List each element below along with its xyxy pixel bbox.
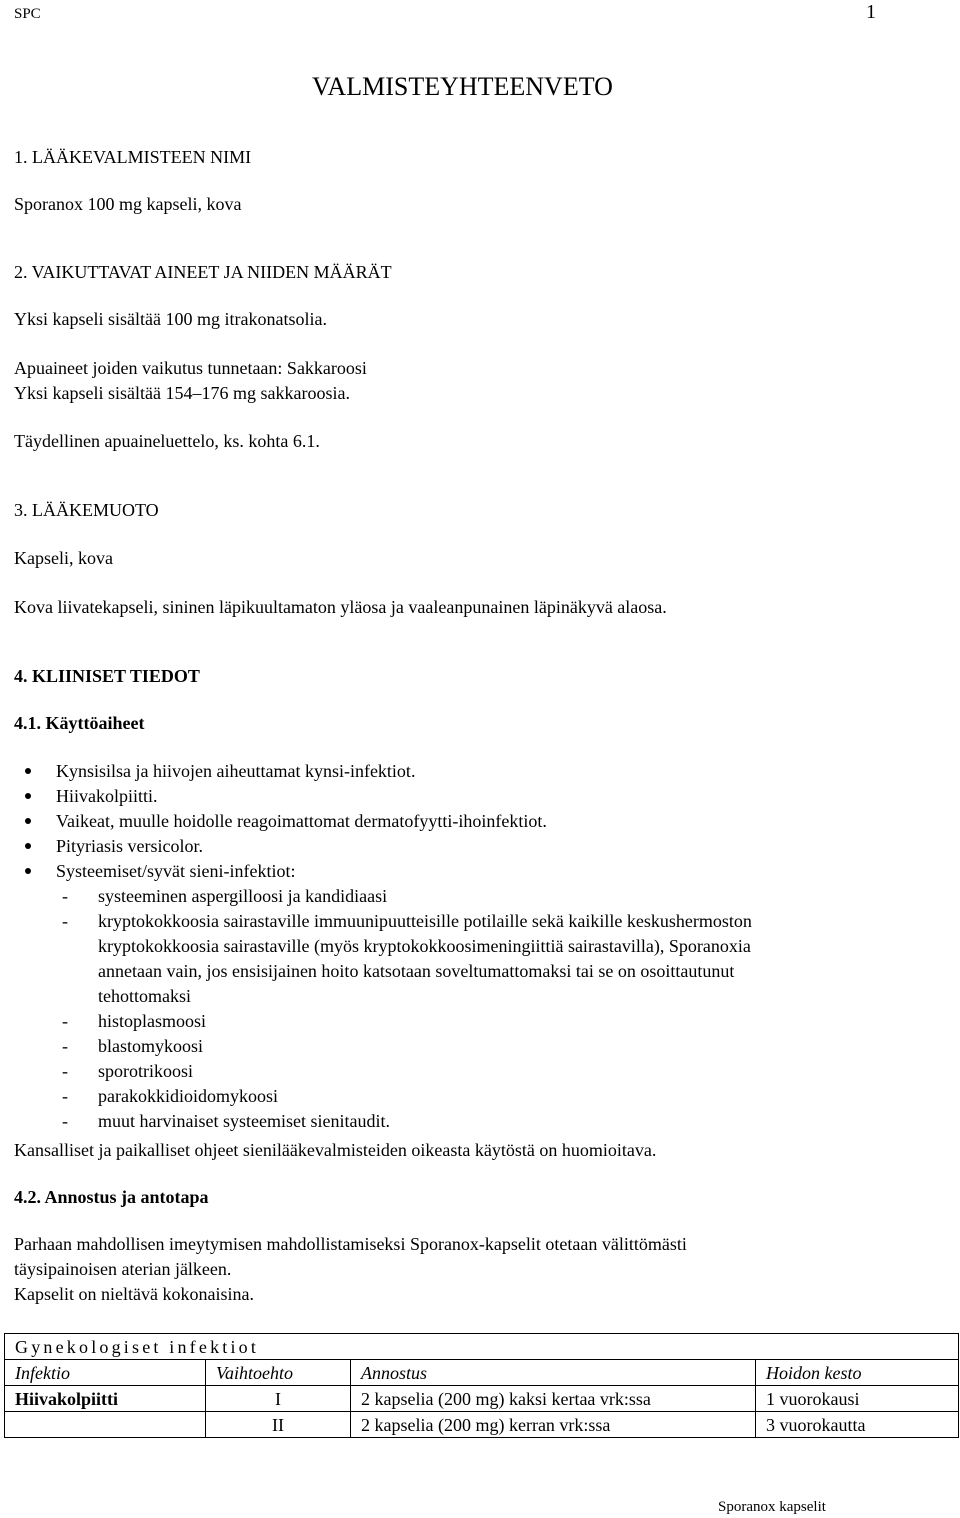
dash-item: systeeminen aspergilloosi ja kandidiaasi <box>98 886 388 906</box>
column-header: Vaihtoehto <box>206 1360 351 1386</box>
section-2-line: Yksi kapseli sisältää 100 mg itrakonatsolia. <box>14 309 327 329</box>
dash-marker: - <box>62 1111 68 1131</box>
table-cell-option: I <box>206 1386 351 1412</box>
dosage-table <box>4 1333 959 1438</box>
section-3-heading: 3. LÄÄKEMUOTO <box>14 500 159 520</box>
header-label: SPC <box>14 6 41 22</box>
bullet-item: Kynsisilsa ja hiivojen aiheuttamat kynsi-infektiot. <box>56 761 416 781</box>
section-2-line: Täydellinen apuaineluettelo, ks. kohta 6.1. <box>14 431 320 451</box>
table-cell-dose: 2 kapselia (200 mg) kerran vrk:ssa <box>351 1412 756 1438</box>
section-4-2-line: Parhaan mahdollisen imeytymisen mahdollistamiseksi Sporanox-kapselit otetaan välittömästi <box>14 1234 687 1254</box>
bullet-item: Pityriasis versicolor. <box>56 836 203 856</box>
table-cell-dose: 2 kapselia (200 mg) kaksi kertaa vrk:ssa <box>351 1386 756 1412</box>
section-4-heading: 4. KLIINISET TIEDOT <box>14 666 200 686</box>
document-title: VALMISTEYHTEENVETO <box>312 72 613 101</box>
section-3-line: Kapseli, kova <box>14 548 113 568</box>
table-title-row <box>5 1334 959 1360</box>
section-4-1-heading: 4.1. Käyttöaiheet <box>14 713 145 733</box>
column-header: Hoidon kesto <box>756 1360 959 1386</box>
section-2-heading: 2. VAIKUTTAVAT AINEET JA NIIDEN MÄÄRÄT <box>14 262 392 282</box>
bullet-icon <box>25 793 31 799</box>
bullet-icon <box>25 843 31 849</box>
table-cell-option: II <box>206 1412 351 1438</box>
national-guidelines-note: Kansalliset ja paikalliset ohjeet sienilääkevalmisteiden oikeasta käytöstä on huomioitava. <box>14 1140 657 1160</box>
bullet-item: Systeemiset/syvät sieni-infektiot: <box>56 861 296 881</box>
dash-marker: - <box>62 1011 68 1031</box>
section-4-2-heading: 4.2. Annostus ja antotapa <box>14 1187 209 1207</box>
table-header-row <box>5 1360 959 1386</box>
dash-item: histoplasmoosi <box>98 1011 207 1031</box>
section-1-heading: 1. LÄÄKEVALMISTEEN NIMI <box>14 147 252 167</box>
bullet-icon <box>25 868 31 874</box>
page-number: 1 <box>866 1 876 23</box>
dash-marker: - <box>62 886 68 906</box>
dash-marker: - <box>62 1061 68 1081</box>
dash-item-continuation: annetaan vain, jos ensisijainen hoito katsotaan soveltumattomaksi tai se on osoittautunut <box>98 961 735 981</box>
section-4-2-line: Kapselit on nieltävä kokonaisina. <box>14 1284 254 1304</box>
table-cell-infection <box>5 1412 206 1438</box>
footer-label: Sporanox kapselit <box>718 1499 826 1515</box>
bullet-icon <box>25 818 31 824</box>
table-cell-duration: 1 vuorokausi <box>756 1386 959 1412</box>
section-2-line: Apuaineet joiden vaikutus tunnetaan: Sakkaroosi <box>14 358 367 378</box>
dash-marker: - <box>62 1086 68 1106</box>
dash-item: sporotrikoosi <box>98 1061 194 1081</box>
bullet-item: Hiivakolpiitti. <box>56 786 158 806</box>
table-row <box>5 1386 959 1412</box>
bullet-icon <box>25 768 31 774</box>
table-cell-duration: 3 vuorokautta <box>756 1412 959 1438</box>
dash-item-continuation: kryptokokkoosia sairastaville (myös kryptokokkoosimeningiittiä sairastavilla), Sporanoxia <box>98 936 751 956</box>
section-2-line: Yksi kapseli sisältää 154–176 mg sakkaroosia. <box>14 383 350 403</box>
column-header: Infektio <box>5 1360 206 1386</box>
table-row <box>5 1412 959 1438</box>
dash-item: blastomykoosi <box>98 1036 204 1056</box>
dash-item: muut harvinaiset systeemiset sienitaudit. <box>98 1111 390 1131</box>
table-title: Gynekologiset infektiot <box>5 1334 959 1360</box>
section-3-line: Kova liivatekapseli, sininen läpikuultamaton yläosa ja vaaleanpunainen läpinäkyvä alaosa. <box>14 597 667 617</box>
dash-item: parakokkidioidomykoosi <box>98 1086 278 1106</box>
dash-item-continuation: tehottomaksi <box>98 986 191 1006</box>
table-cell-infection: Hiivakolpiitti <box>5 1386 206 1412</box>
dash-item: kryptokokkoosia sairastaville immuunipuutteisille potilaille sekä kaikille keskushermoston <box>98 911 752 931</box>
dash-marker: - <box>62 1036 68 1056</box>
dash-marker: - <box>62 911 68 931</box>
product-name: Sporanox 100 mg kapseli, kova <box>14 194 242 214</box>
bullet-item: Vaikeat, muulle hoidolle reagoimattomat dermatofyytti-ihoinfektiot. <box>56 811 547 831</box>
column-header: Annostus <box>351 1360 756 1386</box>
section-4-2-line: täysipainoisen aterian jälkeen. <box>14 1259 232 1279</box>
